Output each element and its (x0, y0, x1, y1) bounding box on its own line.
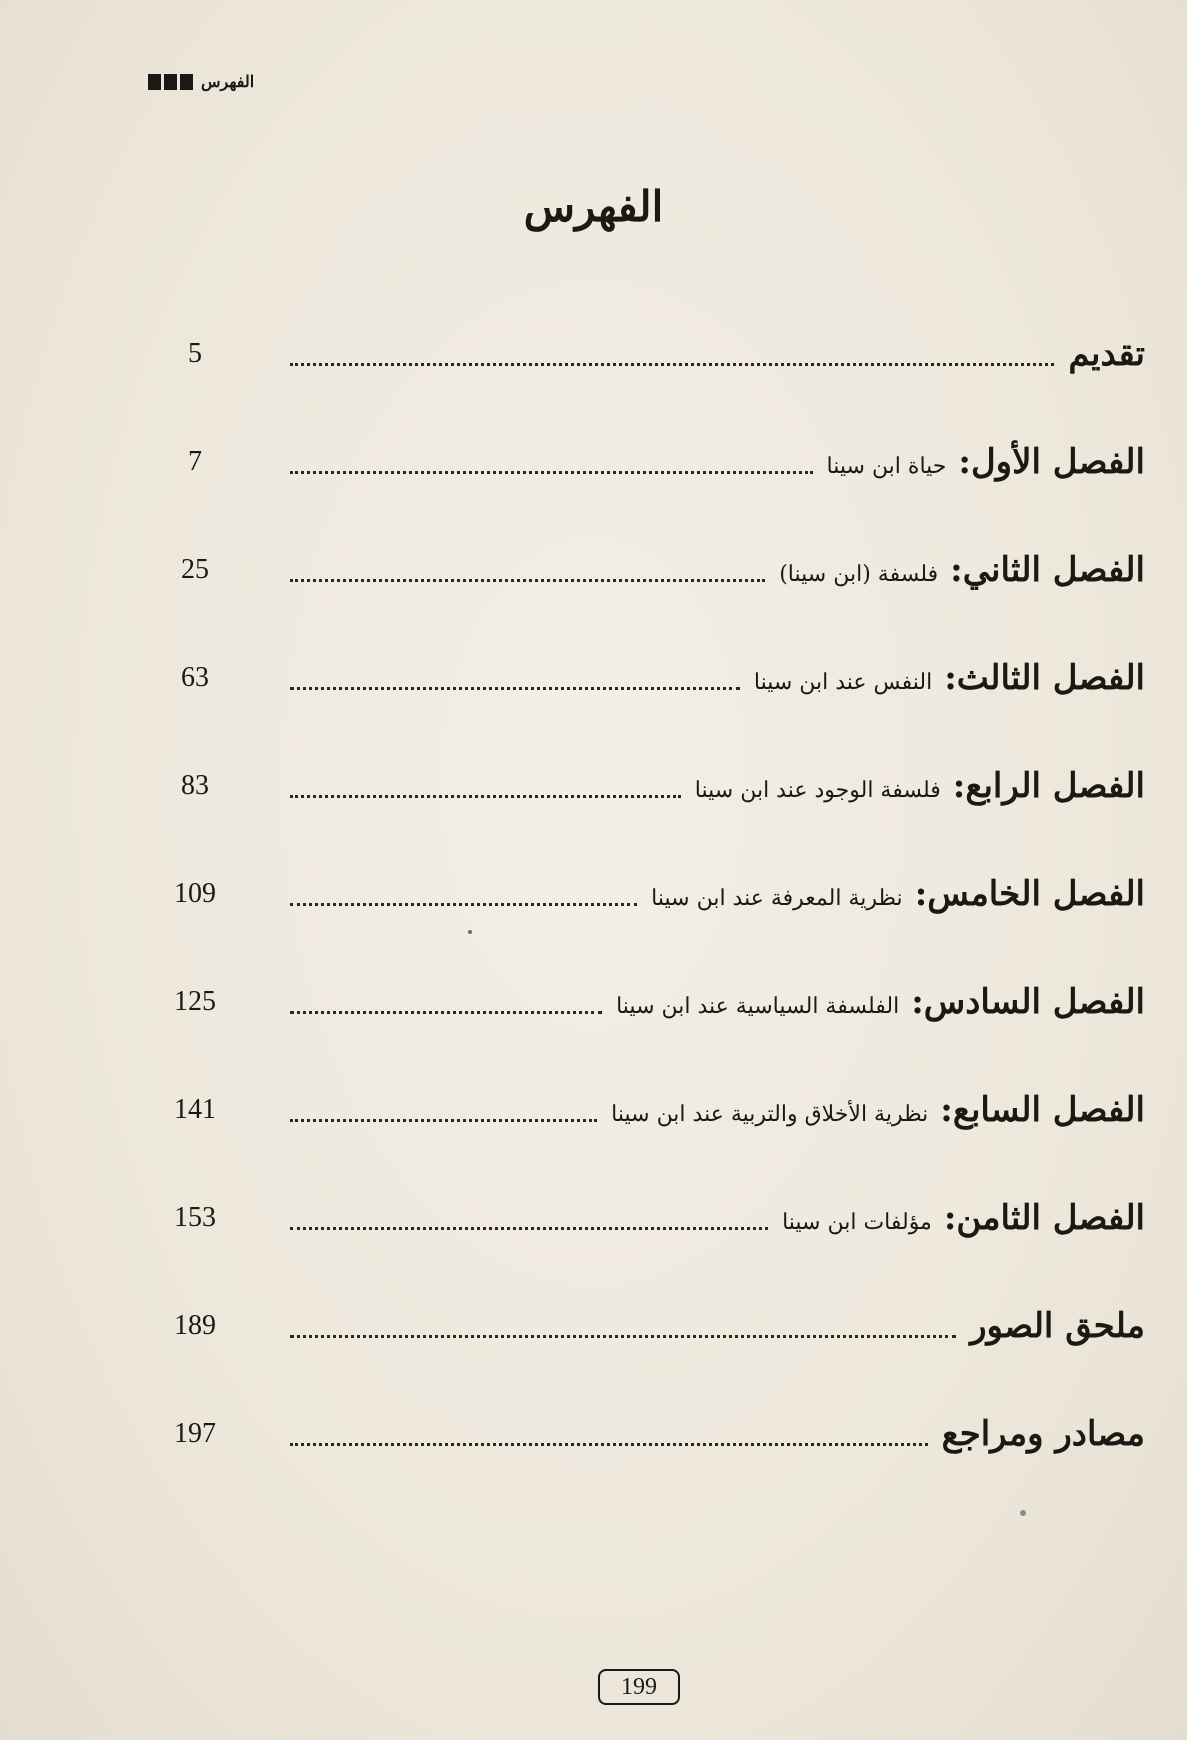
toc-entry-text (603, 1090, 1145, 1130)
toc-entry-text (774, 1198, 1145, 1238)
toc-page-number: 141 (174, 1094, 216, 1125)
toc-row (160, 408, 1145, 516)
toc-dot-leader (290, 1117, 597, 1122)
toc-entry-colon: : (911, 982, 924, 1022)
toc-entry-text (687, 766, 1145, 806)
toc-entry-text (771, 550, 1145, 590)
header-block (180, 74, 193, 90)
toc-page-number: 7 (188, 446, 202, 477)
toc-entry-heading: تقديم (1068, 334, 1145, 374)
paper-speck (468, 930, 472, 934)
toc-entry-heading: الفصل الخامس (927, 874, 1145, 914)
toc-entry-subtitle: النفس عند ابن سينا (753, 670, 933, 695)
toc-entry-colon: : (950, 550, 963, 590)
toc-row (160, 1380, 1145, 1488)
toc-dot-leader (290, 577, 765, 582)
toc-row (160, 516, 1145, 624)
toc-entry-subtitle: نظرية المعرفة عند ابن سينا (651, 886, 903, 911)
toc-entry-heading: الفصل الأول (970, 442, 1145, 482)
paper-speck (1020, 1510, 1026, 1516)
toc-dot-leader (290, 685, 740, 690)
toc-page-number: 63 (181, 662, 209, 693)
toc-dot-leader (290, 793, 681, 798)
toc-dot-leader (290, 361, 1054, 366)
toc-page-number: 153 (174, 1202, 216, 1233)
table-of-contents (160, 300, 1145, 1488)
toc-dot-leader (290, 1225, 768, 1230)
toc-dot-leader (290, 1333, 956, 1338)
toc-entry-text (934, 1414, 1145, 1454)
toc-row (160, 300, 1145, 408)
toc-row (160, 1056, 1145, 1164)
toc-entry-heading: الفصل السادس (923, 982, 1145, 1022)
toc-entry-heading: مصادر ومراجع (941, 1414, 1145, 1454)
toc-page-number: 197 (174, 1418, 216, 1449)
toc-entry-text (746, 658, 1145, 698)
toc-row (160, 1164, 1145, 1272)
toc-entry-subtitle: الفلسفة السياسية عند ابن سينا (616, 994, 900, 1019)
toc-page-number: 25 (181, 554, 209, 585)
toc-entry-colon: : (944, 658, 957, 698)
header-blocks-decoration (148, 74, 193, 90)
toc-entry-heading: الفصل الرابع (965, 766, 1145, 806)
toc-page-number: 83 (181, 770, 209, 801)
toc-row (160, 624, 1145, 732)
toc-entry-subtitle: فلسفة الوجود عند ابن سينا (694, 778, 941, 803)
toc-entry-colon: : (914, 874, 928, 914)
toc-entry-subtitle: حياة ابن سينا (826, 454, 947, 479)
toc-entry-heading: الفصل السابع (952, 1090, 1145, 1130)
header-block (164, 74, 177, 90)
toc-dot-leader (290, 1441, 928, 1446)
toc-row (160, 1272, 1145, 1380)
toc-entry-subtitle: فلسفة (ابن سينا) (779, 562, 939, 587)
toc-page-number: 109 (174, 878, 216, 909)
toc-dot-leader (290, 901, 637, 906)
toc-entry-colon: : (943, 1198, 957, 1238)
toc-entry-text (962, 1306, 1145, 1346)
toc-page-number: 5 (188, 338, 202, 369)
running-header (148, 72, 254, 91)
toc-entry-heading: الفصل الثالث (956, 658, 1145, 698)
toc-page-number: 125 (174, 986, 216, 1017)
toc-row (160, 840, 1145, 948)
toc-dot-leader (290, 469, 813, 474)
toc-dot-leader (290, 1009, 602, 1014)
toc-entry-colon: : (940, 1090, 953, 1130)
toc-entry-text (1060, 334, 1145, 374)
folio-page-number: 199 (598, 1669, 680, 1705)
toc-entry-text (608, 982, 1145, 1022)
toc-row (160, 732, 1145, 840)
toc-entry-heading: ملحق الصور (970, 1306, 1145, 1346)
toc-entry-subtitle: مؤلفات ابن سينا (782, 1210, 932, 1235)
toc-entry-colon: : (958, 442, 971, 482)
page-title: الفهرس (523, 182, 664, 231)
toc-row (160, 948, 1145, 1056)
toc-entry-heading: الفصل الثاني (962, 550, 1145, 590)
toc-entry-text (819, 442, 1145, 482)
running-header-label: الفهرس (201, 72, 255, 91)
toc-entry-subtitle: نظرية الأخلاق والتربية عند ابن سينا (611, 1102, 929, 1127)
toc-page-number: 189 (174, 1310, 216, 1341)
toc-entry-text (643, 874, 1145, 914)
header-block (148, 74, 161, 90)
toc-entry-colon: : (952, 766, 966, 806)
toc-entry-heading: الفصل الثامن (956, 1198, 1145, 1238)
